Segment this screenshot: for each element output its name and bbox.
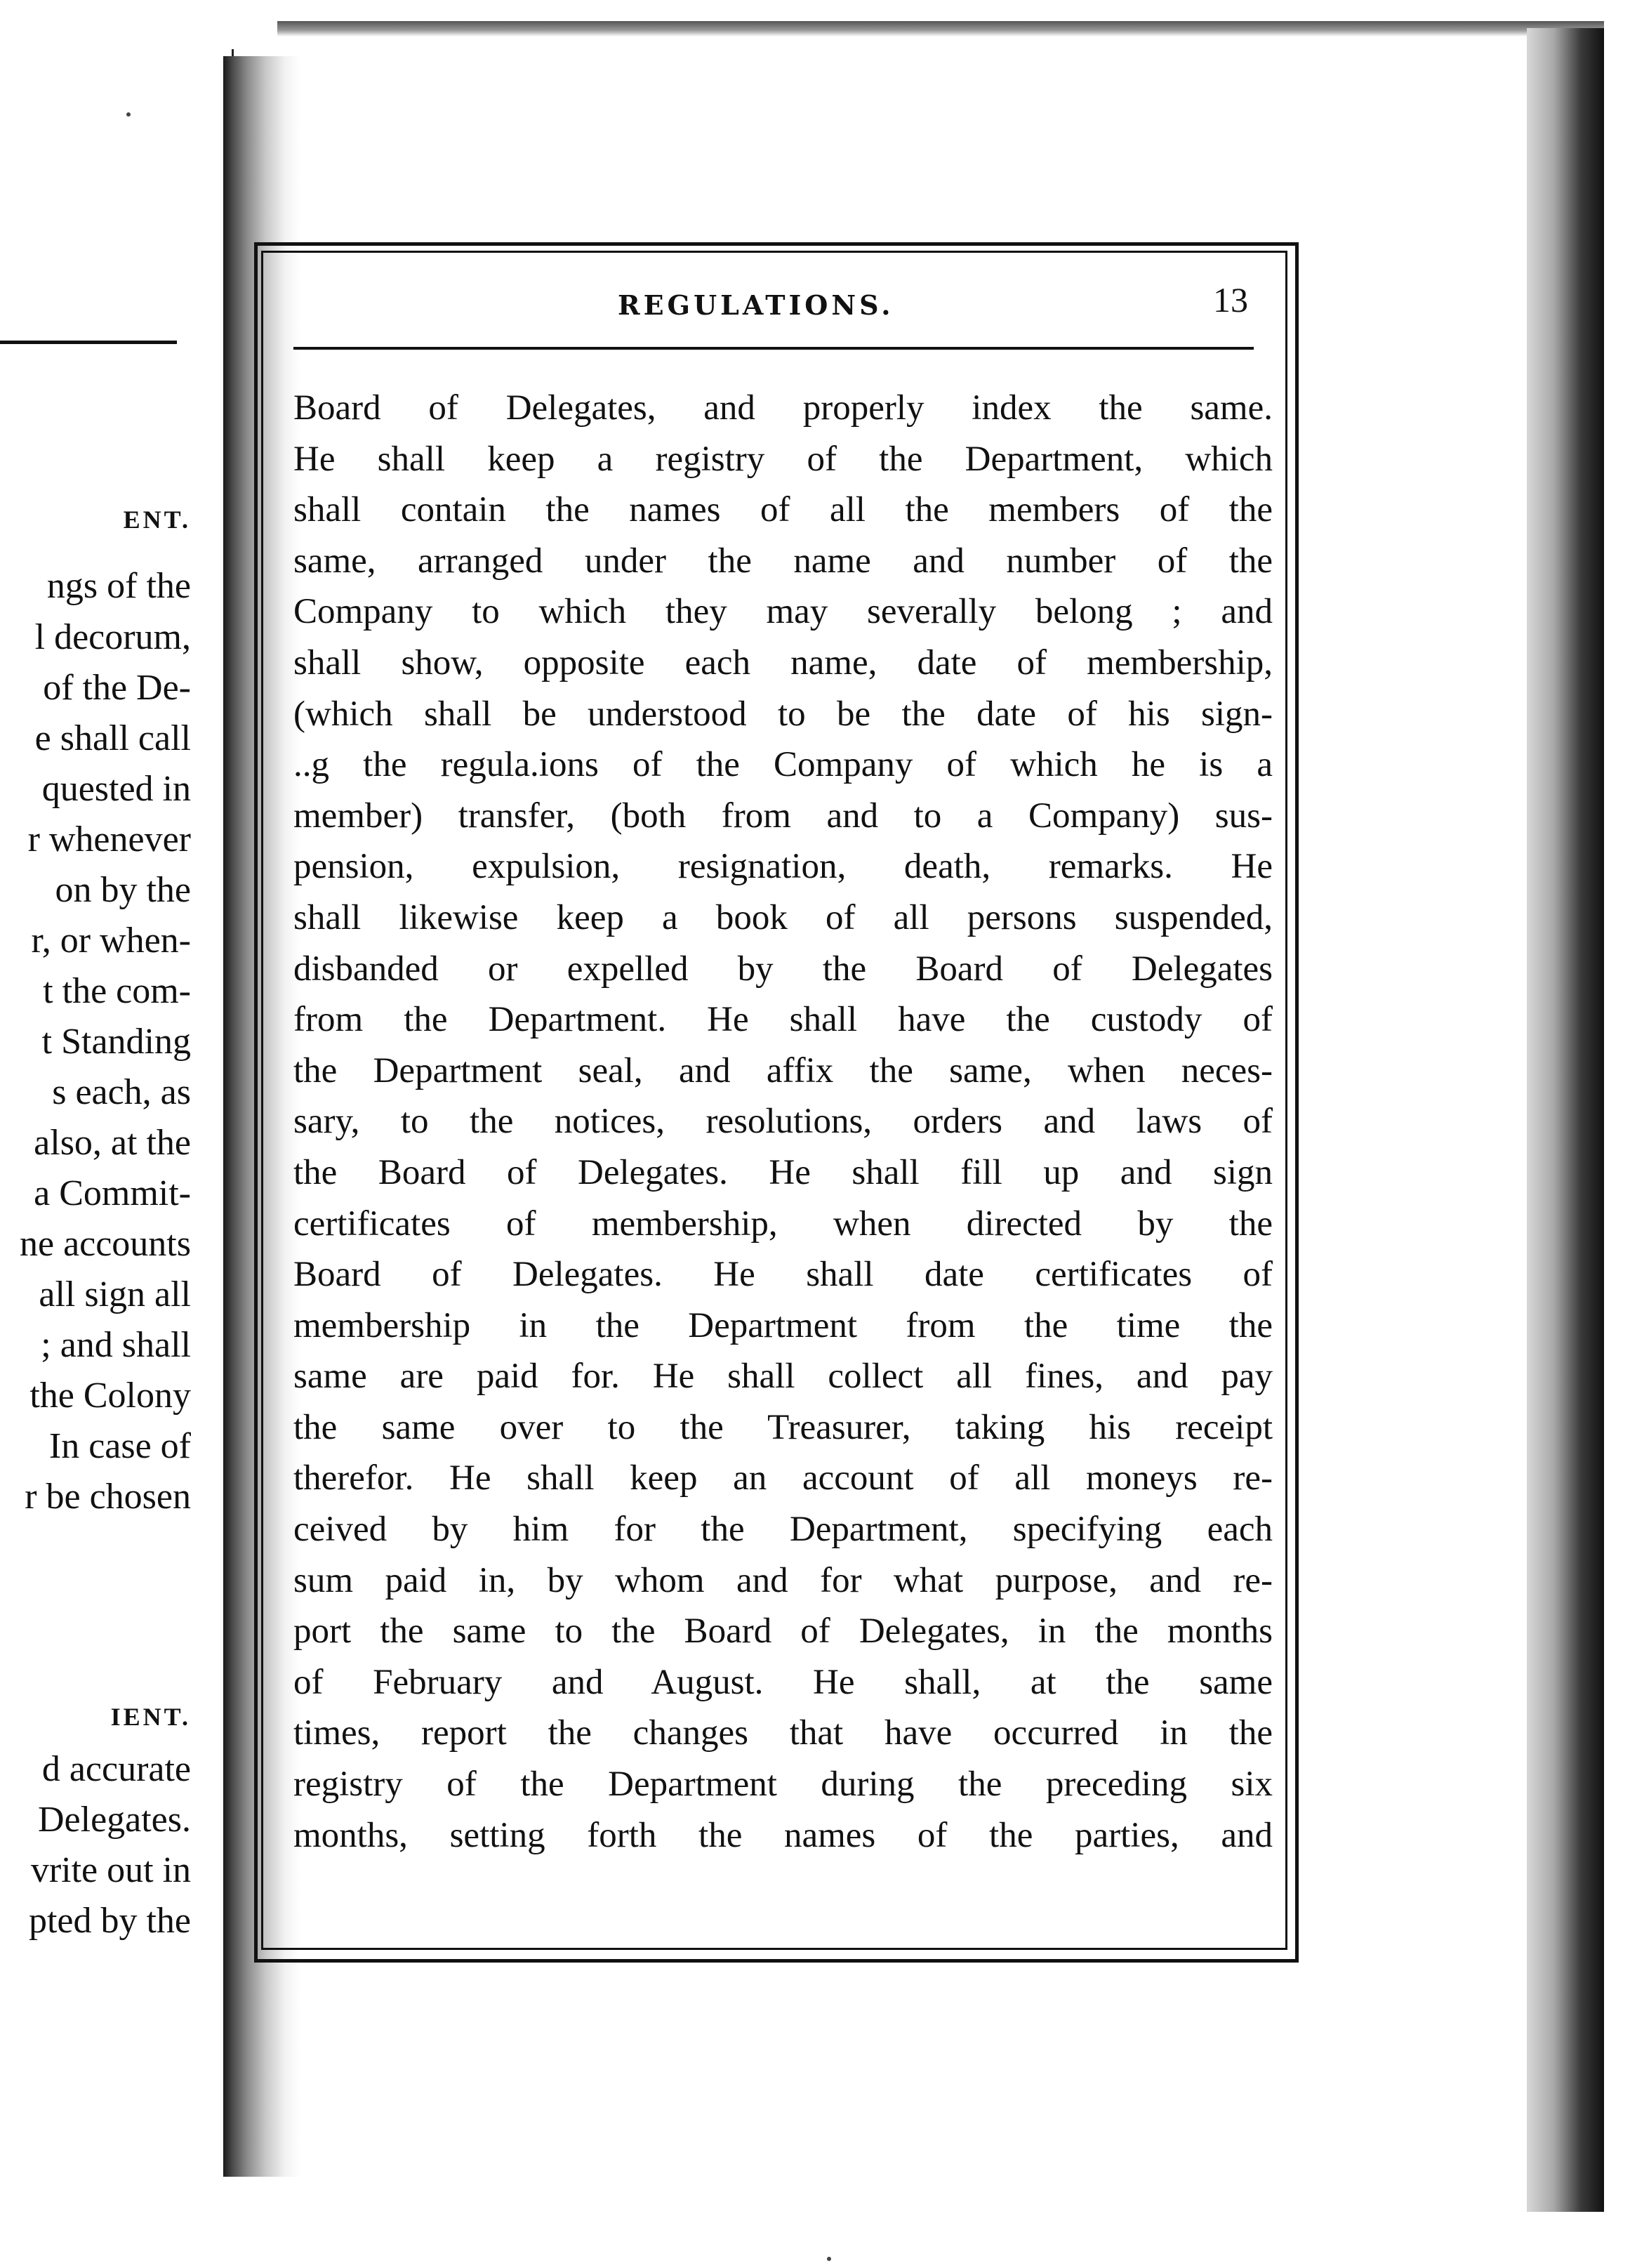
left-page-line: e shall call	[34, 718, 191, 758]
left-page-line: also, at the	[34, 1123, 191, 1163]
body-text-line: therefor. He shall keep an account of all moneys re-	[293, 1458, 1273, 1498]
left-page	[0, 49, 234, 2135]
body-text-line: registry of the Department during the preceding six	[293, 1765, 1273, 1805]
left-page-line: on by the	[55, 870, 191, 910]
left-page-line: the Colony	[29, 1376, 191, 1416]
left-page-line: r, or when-	[31, 921, 191, 961]
body-text-line: same, arranged under the name and number of the	[293, 541, 1273, 581]
left-page-line: ne accounts	[19, 1224, 191, 1264]
body-text-line: membership in the Department from the time the	[293, 1305, 1273, 1345]
book-right-edge	[1527, 28, 1604, 2212]
body-text-line: Company to which they may severally belong ; and	[293, 592, 1273, 632]
body-text-line: Board of Delegates, and properly index the same.	[293, 388, 1273, 428]
running-head: REGULATIONS.	[618, 289, 894, 321]
body-text-line: the Department seal, and affix the same, when neces-	[293, 1050, 1273, 1090]
left-page-heading: IENT.	[110, 1703, 191, 1731]
left-page-line: In case of	[48, 1426, 191, 1466]
book-top-edge	[277, 21, 1604, 37]
body-text-line: pension, expulsion, resignation, death, remarks. He	[293, 847, 1273, 887]
body-text-line: disbanded or expelled by the Board of Delegates	[293, 949, 1273, 989]
left-page-line: r be chosen	[25, 1477, 191, 1517]
body-text-line: times, report the changes that have occurred in the	[293, 1713, 1273, 1753]
left-page-rule	[0, 341, 177, 344]
scan-speck	[126, 112, 131, 117]
left-page-line: ; and shall	[41, 1325, 191, 1365]
left-page-line: vrite out in	[30, 1850, 191, 1890]
body-text-line: sary, to the notices, resolutions, orders and laws of	[293, 1102, 1273, 1142]
header-rule	[293, 347, 1254, 350]
page-number: 13	[1213, 280, 1248, 319]
body-text-line: member) transfer, (both from and to a Company) sus-	[293, 796, 1273, 836]
body-text-line: shall contain the names of all the members of the	[293, 490, 1273, 530]
left-page-line: Delegates.	[37, 1800, 191, 1840]
body-text	[293, 383, 1273, 1861]
body-text-line: from the Department. He shall have the custody of	[293, 1000, 1273, 1040]
body-text-line: He shall keep a registry of the Department, which	[293, 439, 1273, 479]
left-page-line: a Commit-	[34, 1173, 191, 1213]
body-text-line: same are paid for. He shall collect all fines, and pay	[293, 1357, 1273, 1397]
left-page-line: r whenever	[27, 819, 191, 859]
scan-speck	[827, 2257, 831, 2261]
body-text-line: (which shall be understood to be the date of his sign-	[293, 694, 1273, 734]
body-text-line: of February and August. He shall, at the same	[293, 1662, 1273, 1702]
body-text-line: ..g the regula.ions of the Company of which he is a	[293, 745, 1273, 785]
left-page-heading: ENT.	[123, 506, 191, 534]
body-text-line: months, setting forth the names of the parties, and	[293, 1815, 1273, 1855]
left-page-line: t the com-	[43, 971, 191, 1011]
left-page-line: l decorum,	[34, 617, 191, 657]
body-text-line: shall show, opposite each name, date of membership,	[293, 642, 1273, 683]
body-text-line: ceived by him for the Department, specifying each	[293, 1510, 1273, 1550]
left-page-line: d accurate	[41, 1749, 191, 1789]
left-page-line: s each, as	[52, 1072, 191, 1112]
body-text-line: sum paid in, by whom and for what purpose, and re-	[293, 1560, 1273, 1600]
body-text-line: Board of Delegates. He shall date certificates of	[293, 1255, 1273, 1295]
left-page-line: ngs of the	[46, 566, 191, 606]
left-page-line: of the De-	[43, 668, 191, 708]
body-text-line: port the same to the Board of Delegates, in the months	[293, 1611, 1273, 1651]
left-page-line: all sign all	[39, 1274, 191, 1314]
left-page-line: quested in	[41, 769, 191, 809]
left-page-line: pted by the	[28, 1901, 191, 1941]
body-text-line: certificates of membership, when directed by the	[293, 1204, 1273, 1244]
body-text-line: the same over to the Treasurer, taking his receipt	[293, 1407, 1273, 1447]
body-text-line: shall likewise keep a book of all persons suspended,	[293, 897, 1273, 937]
body-text-line: the Board of Delegates. He shall fill up and sign	[293, 1152, 1273, 1192]
left-page-line: t Standing	[41, 1022, 191, 1062]
